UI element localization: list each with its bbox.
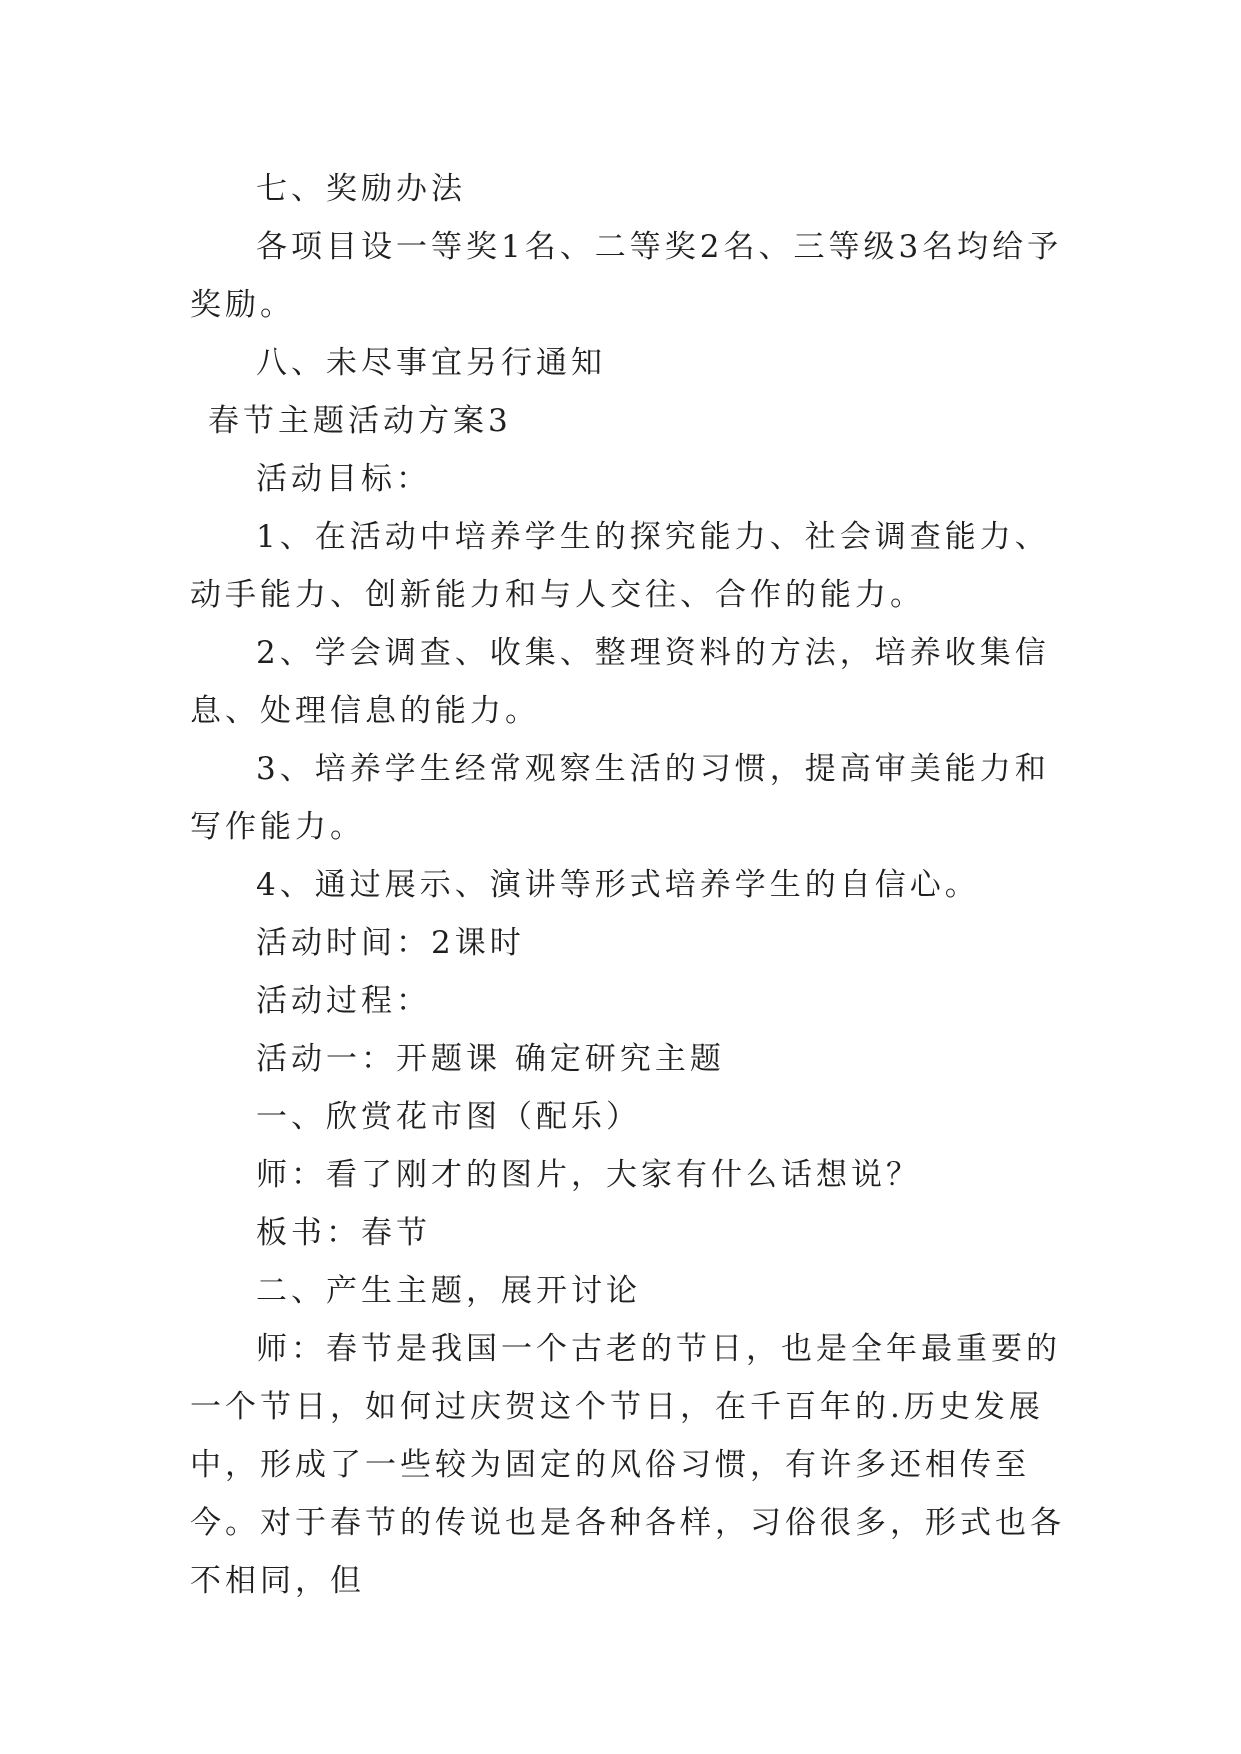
step-two-heading: 二、产生主题，展开讨论 (256, 1273, 641, 1309)
activity-process-heading: 活动过程： (256, 983, 431, 1019)
goal-item-1: 1、在活动中培养学生的探究能力、社会调查能力、动手能力、创新能力和与人交往、合作的能力。 (190, 519, 1050, 613)
activity-time: 活动时间：2课时 (256, 925, 525, 961)
document-body (190, 160, 1070, 1610)
section-heading-reward: 七、奖励办法 (256, 171, 466, 207)
activity-one-heading: 活动一：开题课 确定研究主题 (256, 1041, 725, 1077)
section-heading-misc: 八、未尽事宜另行通知 (256, 345, 606, 381)
goal-item-4: 4、通过展示、演讲等形式培养学生的自信心。 (256, 867, 980, 903)
reward-paragraph: 各项目设一等奖1名、二等奖2名、三等级3名均给予奖励。 (190, 229, 1063, 323)
teacher-explanation: 师：春节是我国一个古老的节日，也是全年最重要的一个节日，如何过庆贺这个节日，在千百年的.历史发展中，形成了一些较为固定的风俗习惯，有许多还相传至今。对于春节的传说也是各种各样，习俗很多，形式也各不相同，但 (190, 1331, 1065, 1599)
step-one-heading: 一、欣赏花市图（配乐） (256, 1099, 641, 1135)
teacher-question: 师：看了刚才的图片，大家有什么话想说？ (256, 1157, 921, 1193)
board-writing: 板书：春节 (256, 1215, 431, 1251)
goal-item-3: 3、培养学生经常观察生活的习惯，提高审美能力和写作能力。 (190, 751, 1050, 845)
plan-title: 春节主题活动方案3 (208, 403, 512, 439)
activity-goals-heading: 活动目标： (256, 461, 431, 497)
goal-item-2: 2、学会调查、收集、整理资料的方法，培养收集信息、处理信息的能力。 (190, 635, 1050, 729)
